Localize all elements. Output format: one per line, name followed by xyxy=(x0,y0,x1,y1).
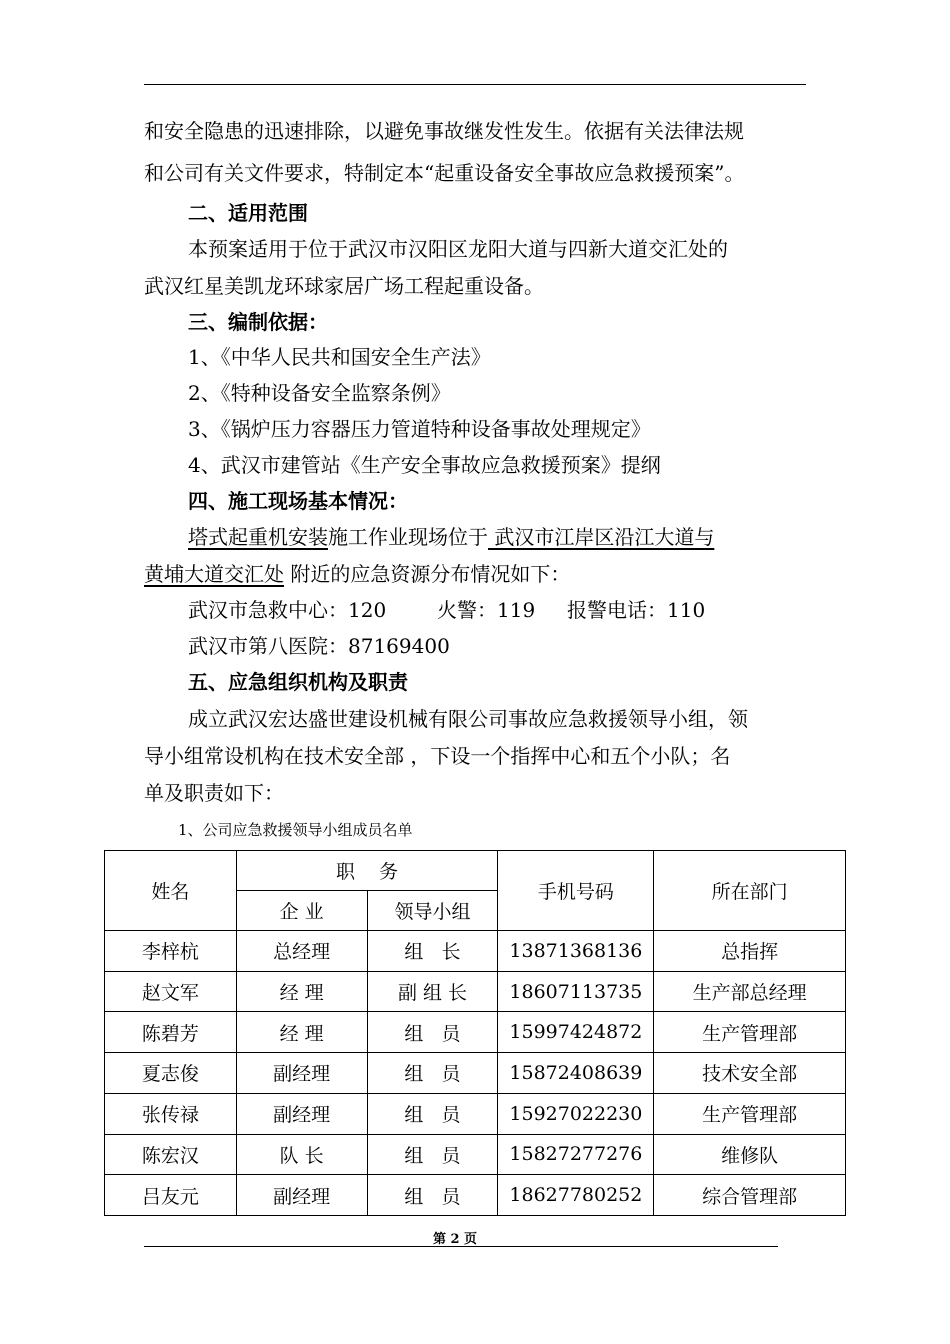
cell-company-title: 副经理 xyxy=(236,1053,367,1094)
cell-phone: 18607113735 xyxy=(498,971,654,1012)
cell-name: 陈宏汉 xyxy=(105,1134,237,1175)
cell-group-title: 组 员 xyxy=(367,1093,498,1134)
site-line-2 xyxy=(144,562,570,586)
emergency-contacts: 武汉市急救中心：120 火警：119 报警电话：110 xyxy=(188,598,706,622)
cell-dept: 维修队 xyxy=(654,1134,846,1175)
section-heading: 三、编制依据： xyxy=(188,310,328,334)
site-text: 施工作业现场位于 xyxy=(328,525,488,549)
header-phone: 手机号码 xyxy=(498,851,654,931)
site-line-1 xyxy=(188,525,714,549)
cell-phone: 15872408639 xyxy=(498,1053,654,1094)
cell-dept: 总指挥 xyxy=(654,931,846,972)
cell-group-title: 组 长 xyxy=(367,931,498,972)
cell-phone: 15927022230 xyxy=(498,1093,654,1134)
cell-dept: 生产管理部 xyxy=(654,1012,846,1053)
section-heading: 五、应急组织机构及职责 xyxy=(188,670,408,694)
header-name: 姓名 xyxy=(105,851,237,931)
header-group-title: 领导小组 xyxy=(367,891,498,931)
paragraph-line: 本预案适用于位于武汉市汉阳区龙阳大道与四新大道交汇处的 xyxy=(188,237,728,261)
cell-phone: 15827277276 xyxy=(498,1134,654,1175)
paragraph-line: 和公司有关文件要求，特制定本“起重设备安全事故应急救援预案”。 xyxy=(144,161,745,185)
footer-rule xyxy=(144,1246,778,1247)
list-item: 3、《锅炉压力容器压力管道特种设备事故处理规定》 xyxy=(188,417,651,441)
cell-phone: 15997424872 xyxy=(498,1012,654,1053)
header-rule xyxy=(144,84,806,85)
cell-group-title: 副 组 长 xyxy=(367,971,498,1012)
page-number: 第 2 页 xyxy=(432,1232,478,1247)
header-duty: 职 务 xyxy=(236,851,498,891)
cell-phone: 13871368136 xyxy=(498,931,654,972)
list-item: 1、《中华人民共和国安全生产法》 xyxy=(188,345,491,369)
cell-phone: 18627780252 xyxy=(498,1175,654,1216)
cell-name: 吕友元 xyxy=(105,1175,237,1216)
header-company-title: 企 业 xyxy=(236,891,367,931)
cell-dept: 技术安全部 xyxy=(654,1053,846,1094)
cell-dept: 生产管理部 xyxy=(654,1093,846,1134)
list-item: 4、武汉市建管站《生产安全事故应急救援预案》提纲 xyxy=(188,453,661,477)
paragraph-line: 单及职责如下： xyxy=(144,781,284,805)
cell-group-title: 组 员 xyxy=(367,1175,498,1216)
cell-group-title: 组 员 xyxy=(367,1012,498,1053)
table-row xyxy=(105,1012,846,1053)
cell-company-title: 队 长 xyxy=(236,1134,367,1175)
site-location-cont: 黄埔大道交汇处 xyxy=(144,562,284,586)
table-row xyxy=(105,1175,846,1216)
cell-company-title: 副经理 xyxy=(236,1093,367,1134)
table-row xyxy=(105,1134,846,1175)
section-heading: 二、适用范围 xyxy=(188,201,308,225)
table-row xyxy=(105,1053,846,1094)
section-heading: 四、施工现场基本情况： xyxy=(188,489,408,513)
roster-table xyxy=(104,850,846,1216)
cell-group-title: 组 员 xyxy=(367,1053,498,1094)
cell-company-title: 经 理 xyxy=(236,971,367,1012)
table-row xyxy=(105,931,846,972)
site-location: 武汉市江岸区沿江大道与 xyxy=(488,525,715,549)
cell-dept: 综合管理部 xyxy=(654,1175,846,1216)
cell-name: 赵文军 xyxy=(105,971,237,1012)
table-row xyxy=(105,1093,846,1134)
table-caption: 1、公司应急救援领导小组成员名单 xyxy=(178,821,413,839)
site-activity: 塔式起重机安装 xyxy=(188,525,328,549)
cell-name: 李梓杭 xyxy=(105,931,237,972)
list-item: 2、《特种设备安全监察条例》 xyxy=(188,381,451,405)
cell-company-title: 经 理 xyxy=(236,1012,367,1053)
table-row xyxy=(105,971,846,1012)
hospital-contact: 武汉市第八医院：87169400 xyxy=(188,634,450,658)
cell-dept: 生产部总经理 xyxy=(654,971,846,1012)
paragraph-line: 导小组常设机构在技术安全部 ，下设一个指挥中心和五个小队；名 xyxy=(144,744,731,768)
cell-company-title: 总经理 xyxy=(236,931,367,972)
cell-name: 陈碧芳 xyxy=(105,1012,237,1053)
paragraph-line: 成立武汉宏达盛世建设机械有限公司事故应急救援领导小组，领 xyxy=(188,707,748,731)
header-dept: 所在部门 xyxy=(654,851,846,931)
site-text-2: 附近的应急资源分布情况如下： xyxy=(284,562,571,586)
cell-company-title: 副经理 xyxy=(236,1175,367,1216)
paragraph-line: 武汉红星美凯龙环球家居广场工程起重设备。 xyxy=(144,274,544,298)
cell-group-title: 组 员 xyxy=(367,1134,498,1175)
cell-name: 夏志俊 xyxy=(105,1053,237,1094)
cell-name: 张传禄 xyxy=(105,1093,237,1134)
paragraph-line: 和安全隐患的迅速排除，以避免事故继发性发生。依据有关法律法规 xyxy=(144,119,744,143)
